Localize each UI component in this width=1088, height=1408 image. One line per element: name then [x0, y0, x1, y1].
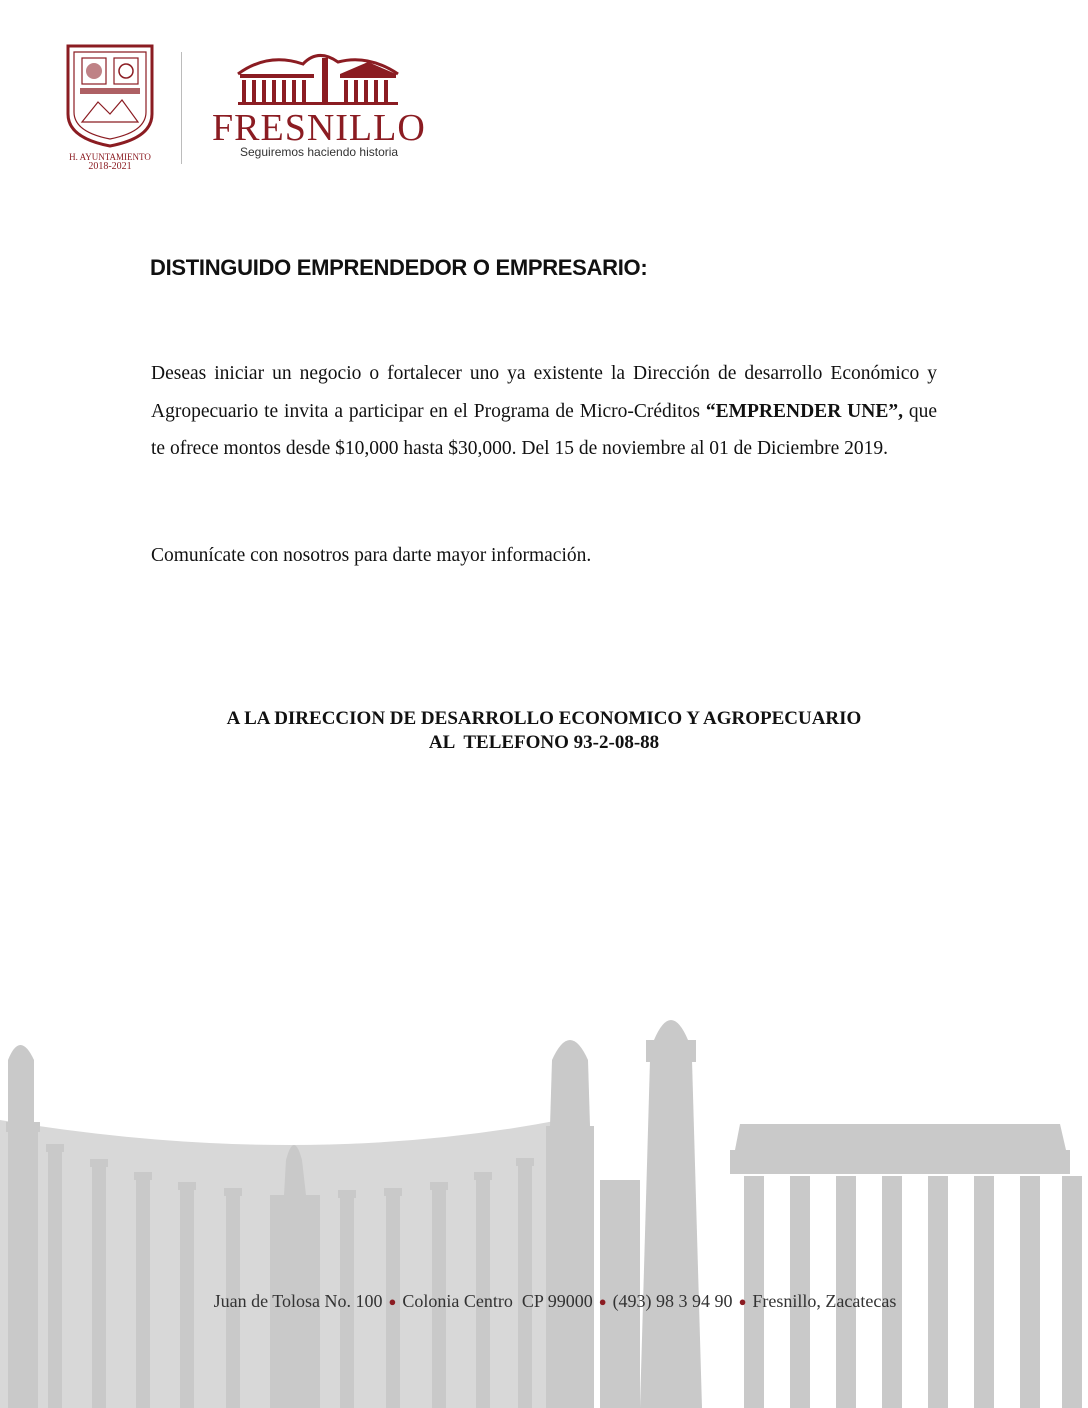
footer-colonia: Colonia Centro CP 99000: [402, 1291, 593, 1311]
seal-caption-line2: 2018-2021: [88, 161, 132, 170]
contact-line: Comunícate con nosotros para darte mayor información.: [151, 545, 592, 566]
letter-body-paragraph: [151, 355, 937, 468]
program-name: “EMPRENDER UNE”,: [705, 400, 903, 422]
footer-address: [0, 1291, 1088, 1312]
closing-block: [0, 707, 1088, 755]
logo-tagline: Seguiremos haciendo historia: [240, 145, 399, 159]
header-divider: [181, 52, 182, 164]
logo-name: FRESNILLO: [212, 107, 426, 149]
letter-heading: DISTINGUIDO EMPRENDEDOR O EMPRESARIO:: [150, 255, 648, 280]
bullet-icon: ●: [738, 1294, 747, 1309]
paragraph-part1: Deseas iniciar un negocio o fortalecer uno ya existente la Dirección de desarrollo Económico y Agropecuario te invita a participar en el Programa de Micro-Créditos: [151, 363, 937, 422]
seal-caption-line1: H. AYUNTAMIENTO: [69, 152, 151, 162]
paragraph-part2: que te ofrece montos desde $10,000 hasta $30,000. Del 15 de noviembre al 01 de Diciembre 2019.: [151, 400, 938, 459]
footer-city: Fresnillo, Zacatecas: [752, 1291, 897, 1311]
skyline-watermark: [0, 1000, 1088, 1408]
municipal-seal-icon: [60, 42, 160, 170]
bullet-icon: ●: [388, 1294, 397, 1309]
closing-line2: AL TELEFONO 93-2-08-88: [428, 732, 660, 753]
bullet-icon: ●: [598, 1294, 607, 1309]
footer-street: Juan de Tolosa No. 100: [213, 1291, 383, 1311]
fresnillo-logo: [208, 44, 428, 164]
closing-line1: A LA DIRECCION DE DESARROLLO ECONOMICO Y AGROPECUARIO: [226, 708, 862, 729]
footer-phone: (493) 98 3 94 90: [612, 1291, 733, 1311]
